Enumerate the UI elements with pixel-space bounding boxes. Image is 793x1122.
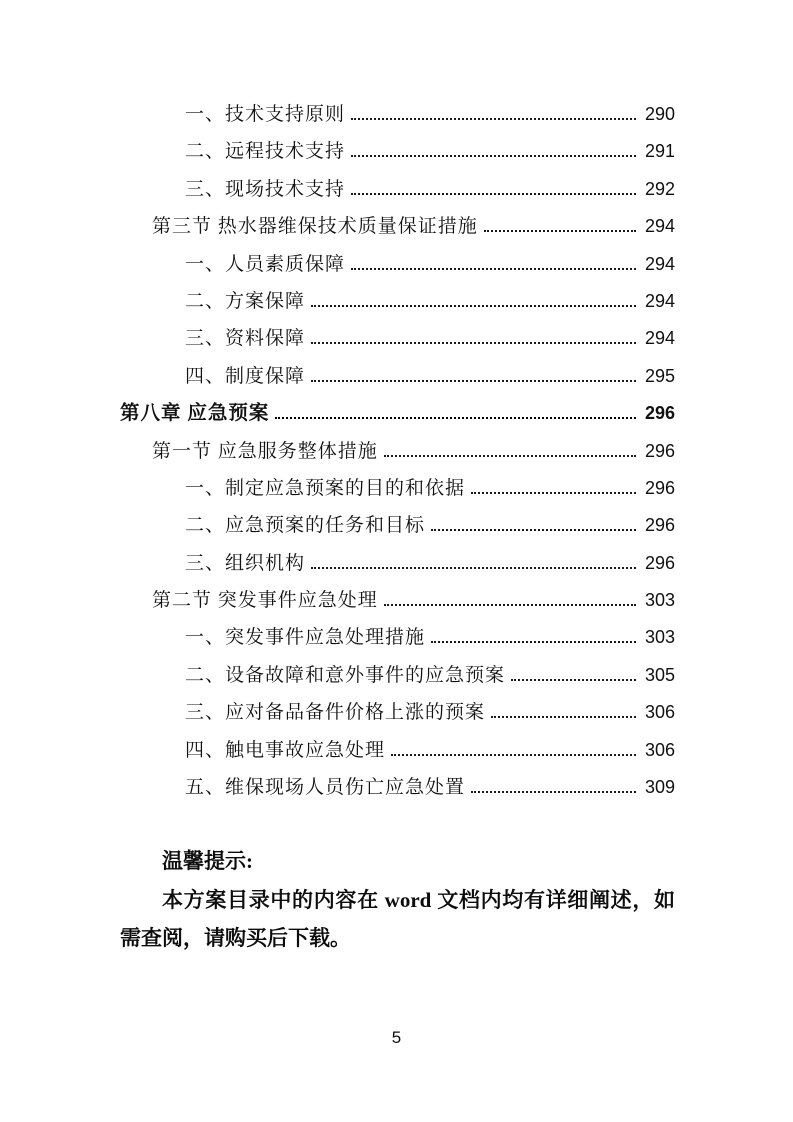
toc-entry-label: 一、技术支持原则	[185, 104, 346, 125]
toc-entry-label: 一、人员素质保障	[185, 253, 346, 275]
toc-entry-page-number: 309	[644, 777, 675, 798]
toc-entry-page-number: 294	[644, 290, 675, 311]
table-of-contents	[120, 96, 675, 806]
dot-leader	[431, 529, 636, 531]
toc-entry-page-number: 296	[644, 403, 675, 424]
toc-entry-label: 二、设备故障和意外事件的应急预案	[185, 664, 506, 686]
toc-entry-label: 三、现场技术支持	[185, 178, 346, 200]
toc-entry-page-number: 294	[644, 328, 675, 349]
dot-leader	[384, 455, 636, 457]
toc-entry-page-number: 291	[644, 141, 675, 162]
toc-entry-label: 三、组织机构	[185, 552, 306, 574]
dot-leader	[471, 492, 636, 494]
toc-entry-page-number: 294	[644, 216, 675, 237]
dot-leader	[391, 754, 636, 756]
dot-leader	[384, 604, 636, 606]
toc-entry[interactable]	[120, 619, 675, 656]
toc-entry[interactable]	[120, 395, 675, 432]
dot-leader	[471, 791, 636, 793]
toc-entry-label: 二、方案保障	[185, 290, 306, 312]
toc-entry-page-number: 295	[644, 365, 675, 386]
toc-entry-page-number: 303	[644, 590, 675, 611]
toc-entry-page-number: 303	[644, 627, 675, 648]
toc-entry[interactable]	[120, 732, 675, 769]
toc-entry-label: 第三节 热水器维保技术质量保证措施	[152, 216, 478, 238]
dot-leader	[311, 342, 636, 344]
toc-entry-label: 一、制定应急预案的目的和依据	[185, 477, 466, 499]
toc-entry[interactable]	[120, 358, 675, 395]
toc-entry[interactable]	[120, 171, 675, 208]
dot-leader	[351, 118, 636, 120]
toc-entry-label: 四、制度保障	[185, 365, 306, 387]
dot-leader	[275, 417, 636, 419]
toc-entry-label: 五、维保现场人员伤亡应急处置	[185, 777, 466, 799]
toc-entry-label: 第二节 突发事件应急处理	[152, 590, 378, 612]
purchase-notice	[120, 842, 675, 958]
toc-entry-page-number: 296	[644, 477, 675, 498]
toc-entry-label: 四、触电事故应急处理	[185, 739, 386, 761]
toc-entry[interactable]	[120, 470, 675, 507]
toc-entry-page-number: 306	[644, 739, 675, 760]
notice-body: 本方案目录中的内容在 word 文档内均有详细阐述，如需查阅，请购买后下载。	[120, 887, 675, 950]
toc-entry[interactable]	[120, 283, 675, 320]
notice-title: 温馨提示:	[162, 849, 253, 873]
toc-entry[interactable]	[120, 133, 675, 170]
toc-entry-label: 三、资料保障	[185, 328, 306, 350]
toc-entry-page-number: 306	[644, 702, 675, 723]
toc-entry-page-number: 296	[644, 552, 675, 573]
dot-leader	[311, 380, 636, 382]
toc-entry-page-number: 290	[644, 104, 675, 124]
dot-leader	[351, 155, 636, 157]
dot-leader	[484, 230, 636, 232]
toc-entry[interactable]	[120, 246, 675, 283]
footer-page-number: 5	[391, 1028, 402, 1047]
toc-entry[interactable]	[120, 507, 675, 544]
toc-entry-label: 一、突发事件应急处理措施	[185, 627, 426, 649]
dot-leader	[351, 193, 636, 195]
dot-leader	[311, 305, 636, 307]
toc-entry-page-number: 296	[644, 440, 675, 461]
toc-entry-page-number: 305	[644, 664, 675, 685]
toc-entry[interactable]	[120, 694, 675, 731]
toc-entry-label: 第八章 应急预案	[120, 403, 270, 425]
toc-entry[interactable]	[120, 96, 675, 133]
toc-entry-page-number: 292	[644, 178, 675, 199]
toc-entry[interactable]	[120, 545, 675, 582]
toc-entry[interactable]	[120, 320, 675, 357]
dot-leader	[311, 567, 636, 569]
dot-leader	[351, 268, 636, 270]
toc-entry[interactable]	[120, 582, 675, 619]
toc-entry-page-number: 294	[644, 253, 675, 274]
dot-leader	[511, 679, 636, 681]
toc-entry-label: 三、应对备品备件价格上涨的预案	[185, 702, 486, 724]
toc-entry-page-number: 296	[644, 515, 675, 536]
dot-leader	[431, 641, 636, 643]
toc-entry-label: 二、应急预案的任务和目标	[185, 515, 426, 537]
dot-leader	[491, 716, 636, 718]
toc-entry[interactable]	[120, 657, 675, 694]
toc-entry-label: 二、远程技术支持	[185, 141, 346, 163]
toc-entry-label: 第一节 应急服务整体措施	[152, 440, 378, 462]
toc-entry[interactable]	[120, 433, 675, 470]
toc-entry[interactable]	[120, 208, 675, 245]
toc-entry[interactable]	[120, 769, 675, 806]
